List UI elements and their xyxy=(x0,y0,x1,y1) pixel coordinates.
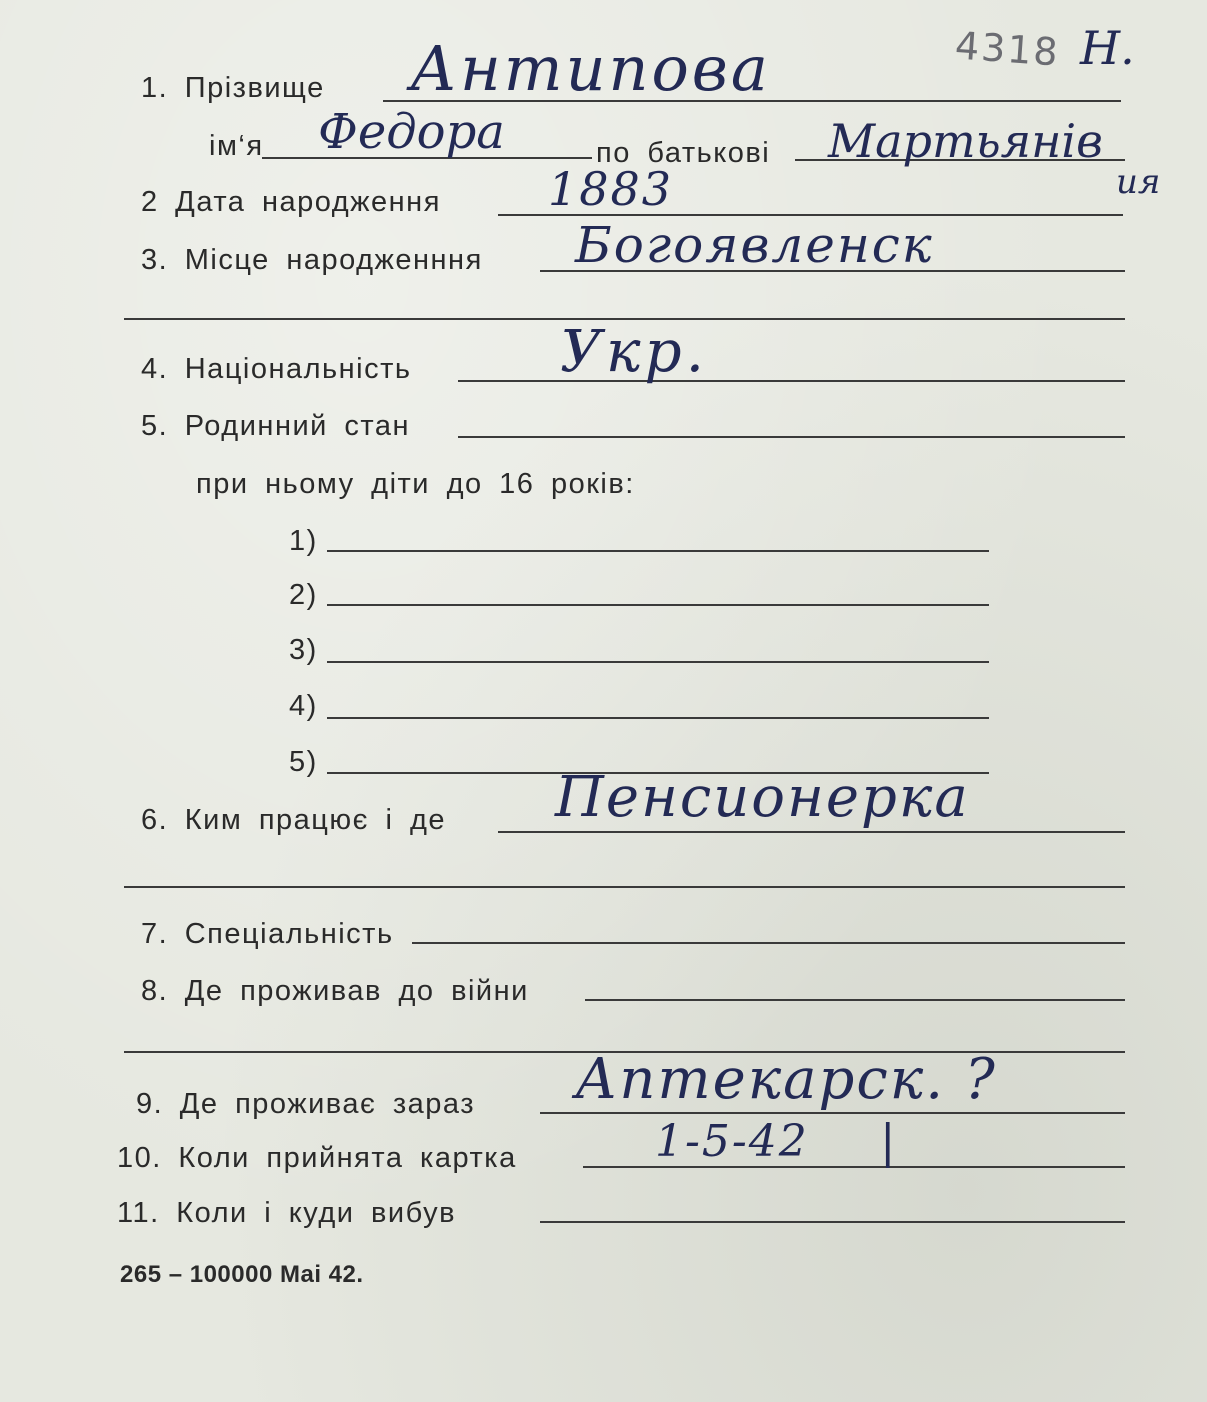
birth-place-label: 3. Місце народженння xyxy=(141,244,483,276)
current-residence-value: Аптекарск. ? xyxy=(575,1047,997,1112)
prewar-residence-line xyxy=(585,999,1125,1001)
child-1-line xyxy=(327,550,989,552)
nationality-value: Укр. xyxy=(560,317,709,385)
birth-place-value: Богоявленск xyxy=(575,216,934,274)
birth-date-label: 2 Дата народження xyxy=(141,186,441,218)
marital-status-line xyxy=(458,436,1125,438)
birth-date-value: 1883 xyxy=(548,162,674,216)
child-4-line xyxy=(327,717,989,719)
card-received-mark: | xyxy=(880,1114,896,1168)
patronymic-value: Мартьянів xyxy=(828,114,1103,168)
child-1-label: 1) xyxy=(289,525,318,557)
child-5-label: 5) xyxy=(289,746,318,778)
specialty-label: 7. Спеціальність xyxy=(141,918,394,950)
marital-status-label: 5. Родинний стан xyxy=(141,410,411,442)
child-2-line xyxy=(327,604,989,606)
surname-value: Антипова xyxy=(410,32,771,105)
first-name-value: Федора xyxy=(318,104,505,160)
occupation-line xyxy=(498,831,1125,833)
patronymic-label: по батькові xyxy=(596,137,771,169)
card-received-date: 1-5-42 xyxy=(655,1116,809,1167)
child-4-label: 4) xyxy=(289,690,318,722)
prewar-residence-label: 8. Де проживав до війни xyxy=(141,975,529,1007)
first-name-label: ім‘я xyxy=(209,130,264,162)
child-2-label: 2) xyxy=(289,579,318,611)
print-code: 265 – 100000 Mai 42. xyxy=(120,1261,364,1288)
departure-label: 11. Коли і куди вибув xyxy=(117,1197,456,1229)
specialty-line xyxy=(412,942,1125,944)
occupation-label: 6. Ким працює і де xyxy=(141,804,447,836)
archive-number: 4318 xyxy=(953,23,1062,75)
children-header: при ньому діти до 16 років: xyxy=(196,468,635,500)
current-residence-line xyxy=(540,1112,1125,1114)
card-received-label: 10. Коли прийнята картка xyxy=(117,1142,517,1174)
patronymic-continuation: ия xyxy=(1116,162,1161,202)
departure-line xyxy=(540,1221,1125,1223)
nationality-line xyxy=(458,380,1125,382)
occupation-line-2 xyxy=(124,886,1125,888)
current-residence-label: 9. Де проживає зараз xyxy=(136,1088,476,1120)
archive-suffix: Н. xyxy=(1080,21,1135,75)
occupation-value: Пенсионерка xyxy=(555,765,970,830)
surname-label: 1. Прізвище xyxy=(141,72,325,104)
child-3-line xyxy=(327,661,989,663)
nationality-label: 4. Національність xyxy=(141,353,412,385)
child-3-label: 3) xyxy=(289,634,318,666)
